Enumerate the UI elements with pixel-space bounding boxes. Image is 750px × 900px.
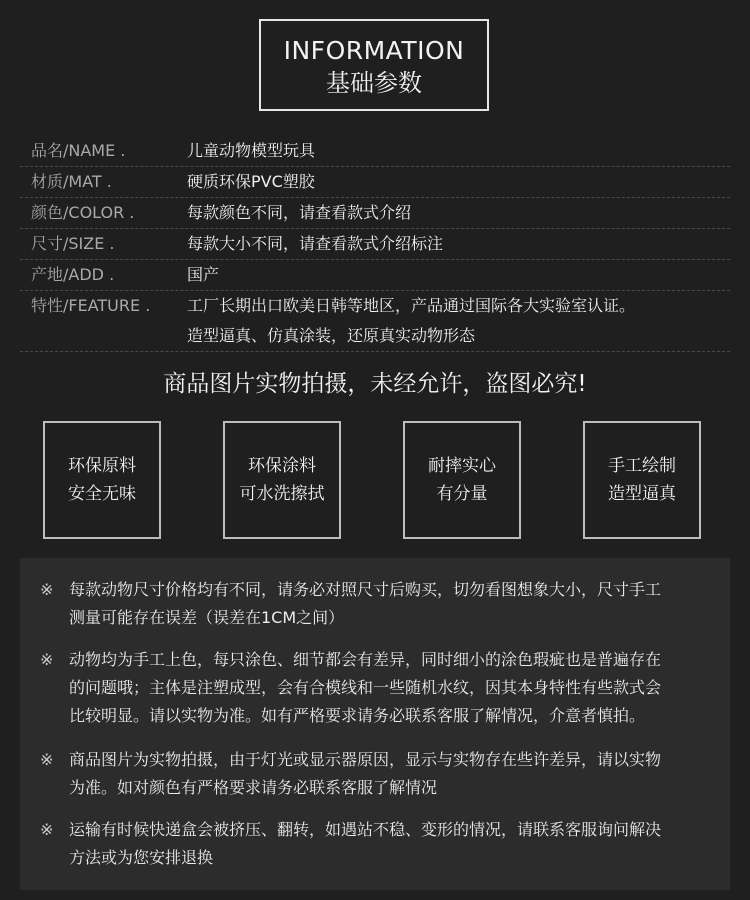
spec-label: 尺寸/SIZE . (31, 234, 115, 253)
note-text (69, 576, 709, 632)
feature-line: 耐摔实心 (428, 456, 496, 476)
note-line: 每款动物尺寸价格均有不同，请务必对照尺寸后购买，切勿看图想象大小，尺寸手工 (69, 580, 662, 599)
notes-panel (20, 558, 730, 890)
spec-label: 颜色/COLOR . (31, 203, 135, 222)
feature-line: 安全无味 (68, 484, 136, 504)
spec-label: 材质/MAT . (31, 172, 112, 191)
spec-row-material (20, 167, 730, 198)
spec-row-origin (20, 260, 730, 291)
note-line: 的问题哦；主体是注塑成型，会有合模线和一些随机水纹，因其本身特性有些款式会 (69, 678, 662, 697)
note-text (69, 646, 709, 730)
note-line: 比较明显。请以实物为准。如有严格要求请务必联系客服了解情况，介意者慎拍。 (69, 706, 646, 725)
spec-label: 特性/FEATURE . (31, 296, 151, 315)
spec-row-size (20, 229, 730, 260)
spec-value-line: 造型逼真、仿真涂装，还原真实动物形态 (187, 326, 476, 345)
feature-line: 有分量 (436, 484, 488, 504)
feature-line: 手工绘制 (608, 456, 676, 476)
note-line: 方法或为您安排退换 (69, 848, 214, 867)
feature-box-material (43, 421, 161, 539)
copyright-warning: 商品图片实物拍摄，未经允许，盗图必究! (163, 371, 587, 397)
spec-row-name (20, 136, 730, 167)
spec-value: 硬质环保PVC塑胶 (187, 172, 315, 191)
reference-mark-icon: ※ (40, 750, 54, 769)
feature-box-paint (223, 421, 341, 539)
spec-table (20, 136, 730, 352)
title-english: INFORMATION (283, 36, 465, 65)
spec-value-line: 工厂长期出口欧美日韩等地区，产品通过国际各大实验室认证。 (187, 296, 636, 315)
note-line: 运输有时候快递盒会被挤压、翻转，如遇站不稳、变形的情况，请联系客服询问解决 (69, 820, 662, 839)
note-text (69, 746, 709, 802)
spec-label: 品名/NAME . (31, 141, 126, 160)
spec-value: 每款大小不同，请查看款式介绍标注 (187, 234, 444, 253)
spec-value: 儿童动物模型玩具 (187, 141, 316, 160)
feature-box-solid (403, 421, 521, 539)
reference-mark-icon: ※ (40, 650, 54, 669)
feature-line: 环保原料 (68, 456, 136, 476)
note-line: 动物均为手工上色，每只涂色、细节都会有差异，同时细小的涂色瑕疵也是普遍存在 (69, 650, 662, 669)
note-line: 为准。如对颜色有严格要求请务必联系客服了解情况 (69, 778, 438, 797)
spec-value: 国产 (187, 265, 220, 284)
title-chinese: 基础参数 (326, 69, 422, 97)
reference-mark-icon: ※ (40, 580, 54, 599)
feature-line: 环保涂料 (248, 456, 316, 476)
note-line: 测量可能存在误差（误差在1CM之间） (69, 608, 345, 627)
feature-line: 可水洗擦拭 (239, 484, 325, 504)
feature-box-handpainted (583, 421, 701, 539)
note-text (69, 816, 709, 872)
spec-value: 每款颜色不同，请查看款式介绍 (187, 203, 412, 222)
spec-row-color (20, 198, 730, 229)
section-title-box (259, 19, 489, 111)
spec-label: 产地/ADD . (31, 265, 115, 284)
reference-mark-icon: ※ (40, 820, 54, 839)
spec-value (187, 291, 635, 351)
feature-line: 造型逼真 (608, 484, 676, 504)
spec-row-feature (20, 291, 730, 352)
note-line: 商品图片为实物拍摄，由于灯光或显示器原因，显示与实物存在些许差异，请以实物 (69, 750, 662, 769)
